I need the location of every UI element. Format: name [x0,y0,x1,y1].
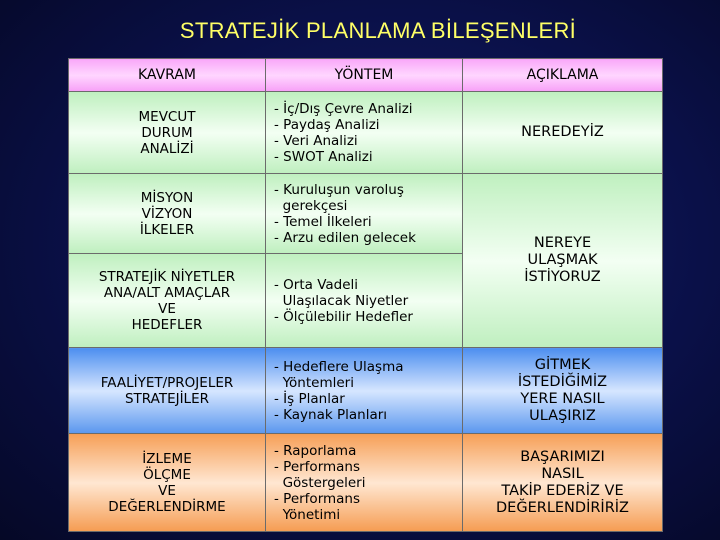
aciklama-cell: BAŞARIMIZI NASIL TAKİP EDERİZ VE DEĞERLENDİRİRİZ [463,434,663,532]
kavram-cell: FAALİYET/PROJELER STRATEJİLER [69,348,266,434]
aciklama-cell: GİTMEK İSTEDİĞİMİZ YERE NASIL ULAŞIRIZ [463,348,663,434]
header-yontem: YÖNTEM [266,59,463,92]
table-header-row [69,59,663,92]
header-kavram: KAVRAM [69,59,266,92]
kavram-cell: MEVCUT DURUM ANALİZİ [69,92,266,174]
aciklama-cell: NEREDEYİZ [463,92,663,174]
yontem-cell: - Hedeflere Ulaşma Yöntemleri - İş Planlar - Kaynak Planları [266,348,463,434]
table-row [69,434,663,532]
yontem-cell: - Raporlama - Performans Göstergeleri - Performans Yönetimi [266,434,463,532]
kavram-cell: İZLEME ÖLÇME VE DEĞERLENDİRME [69,434,266,532]
header-aciklama: AÇIKLAMA [463,59,663,92]
table-row [69,174,663,254]
kavram-cell: STRATEJİK NİYETLER ANA/ALT AMAÇLAR VE HEDEFLER [69,254,266,348]
kavram-cell: MİSYON VİZYON İLKELER [69,174,266,254]
yontem-cell: - Orta Vadeli Ulaşılacak Niyetler - Ölçülebilir Hedefler [266,254,463,348]
yontem-cell: - İç/Dış Çevre Analizi - Paydaş Analizi - Veri Analizi - SWOT Analizi [266,92,463,174]
strategic-planning-table [68,58,663,532]
aciklama-cell: NEREYE ULAŞMAK İSTİYORUZ [463,174,663,348]
table-row [69,92,663,174]
table-row [69,348,663,434]
page-title: STRATEJİK PLANLAMA BİLEŞENLERİ [179,18,577,43]
yontem-cell: - Kuruluşun varoluş gerekçesi - Temel İlkeleri - Arzu edilen gelecek [266,174,463,254]
